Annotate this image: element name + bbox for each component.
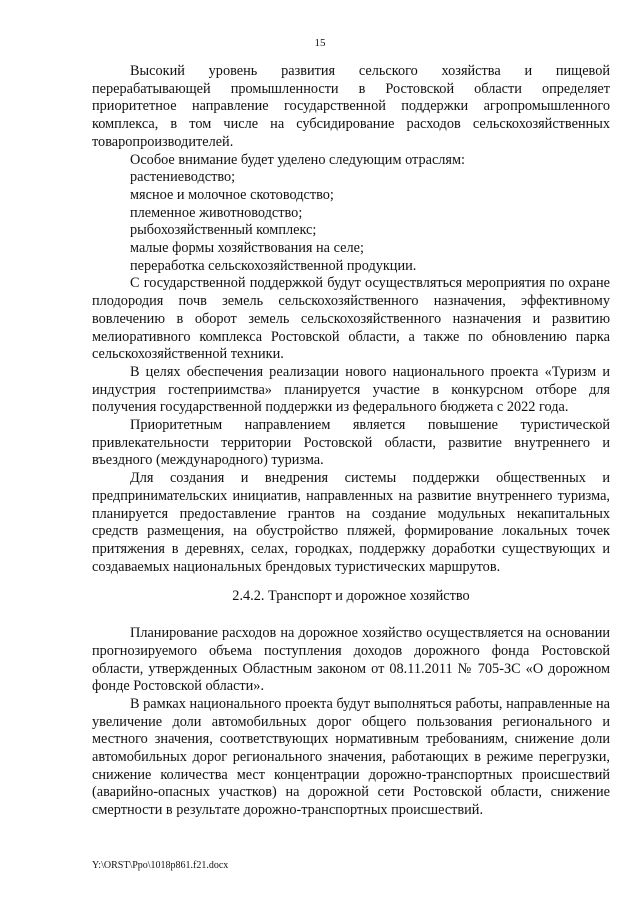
paragraph-tourism-priority: Приоритетным направлением является повышение туристической привлекательности территории Ростовской области, развитие внутреннего и въездного (международного) туризма.: [92, 417, 610, 469]
paragraph-sectors-intro: Особое внимание будет уделено следующим отраслям:: [130, 151, 466, 168]
list-item: мясное и молочное скотоводство;: [130, 186, 334, 203]
paragraph-road-funding: Планирование расходов на дорожное хозяйство осуществляется на основании прогнозируемого объема поступления доходов дорожного фонда Ростовской области, утвержденных Областным законом от 08.11.2011 № 705-ЗС «О дорожном фонде Ростовской области».: [92, 625, 610, 695]
list-item: малые формы хозяйствования на селе;: [130, 240, 364, 257]
list-item: рыбохозяйственный комплекс;: [130, 222, 317, 239]
paragraph-state-support: С государственной поддержкой будут осуществляться мероприятия по охране плодородия почв земель сельскохозяйственного назначения, эффективному вовлечению в оборот земель сельскохозяйственного назначения и развитию мелиоративного комплекса Ростовской области, а также по обновлению парка сельскохозяйственной техники.: [92, 275, 610, 363]
paragraph-tourism-grants: Для создания и внедрения системы поддержки общественных и предпринимательских инициатив, направленных на развитие внутреннего туризма, планируется предоставление грантов на создание модульных некапитальных средств размещения, на обустройство пляжей, формирование локальных точек притяжения в деревнях, селах, городках, поддержку доработки существующих и создаваемых национальных брендовых туристических маршрутов.: [92, 470, 610, 575]
section-heading: 2.4.2. Транспорт и дорожное хозяйство: [232, 588, 470, 605]
paragraph-road-national-project: В рамках национального проекта будут выполняться работы, направленные на увеличение доли автомобильных дорог общего пользования регионального и местного значения, соответствующих нормативным требованиям, снижение доли автомобильных дорог регионального значения, работающих в режиме перегрузки, снижение количества мест концентрации дорожно-транспортных происшествий (аварийно-опасных участков) на дорожной сети Ростовской области, снижение смертности в результате дорожно-транспортных происшествий.: [92, 695, 610, 819]
list-item: переработка сельскохозяйственной продукции.: [130, 257, 417, 274]
page-number: 15: [314, 37, 326, 49]
list-item: растениеводство;: [130, 169, 236, 186]
paragraph-agriculture-priority: Высокий уровень развития сельского хозяйства и пищевой перерабатывающей промышленности в Ростовской области определяет приоритетное направление государственной поддержки агропромышленного комплекса, в том числе на субсидирование расходов сельскохозяйственных товаропроизводителей.: [92, 63, 610, 150]
list-item: племенное животноводство;: [130, 204, 303, 221]
paragraph-tourism-project: В целях обеспечения реализации нового национального проекта «Туризм и индустрия гостеприимства» планируется участие в конкурсном отборе для получения государственной поддержки из федерального бюджета с 2022 года.: [92, 363, 610, 416]
footer-file-path: Y:\ORST\Ppo\1018p861.f21.docx: [92, 860, 229, 871]
document-body: [92, 63, 610, 820]
